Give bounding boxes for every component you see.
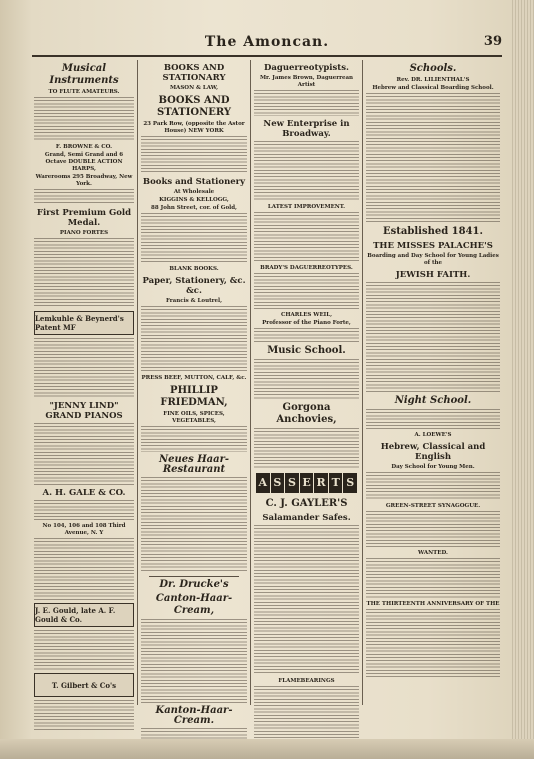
ad-heading: THE MISSES PALACHE'S — [373, 241, 493, 251]
ad-heading: Hebrew and Classical Boarding School. — [372, 85, 494, 91]
ad-heading: PRESS BEEF, MUTTON, CALF, &c. — [141, 375, 247, 381]
column-divider — [250, 60, 251, 705]
ad-heading: PIANO FORTES — [59, 230, 109, 236]
ad-heading: "JENNY LIND" GRAND PIANOS — [45, 401, 123, 421]
ad-heading: Boarding and Day School for Young Ladies of the — [367, 253, 499, 266]
section-heading: Schools. — [409, 63, 457, 74]
ad-heading: FLAMEBEARINGS — [278, 678, 335, 684]
ad-heading: F. BROWNE & CO. — [55, 144, 113, 150]
ad-ornament-box — [34, 311, 134, 335]
ad-heading: Hebrew, Classical and English — [380, 442, 486, 462]
ad-heading: Professor of the Piano Forte, — [262, 320, 351, 326]
ad-heading: Gorgona Anchovies, — [276, 402, 337, 425]
ad-heading: Dr. Drucke's — [159, 579, 229, 590]
ad-heading: Grand, Semi Grand and 6 Octave DOUBLE ACTION HARPS, — [44, 152, 124, 172]
page-edge-right — [512, 0, 534, 759]
ad-heading: CHARLES WEIL, — [280, 312, 333, 318]
ad-text — [366, 511, 500, 547]
ad-text — [254, 90, 359, 116]
ad-text — [254, 686, 359, 746]
ad-text — [254, 428, 359, 468]
ad-heading: FINE OILS, SPICES, VEGETABLES, — [163, 411, 225, 424]
ad-text — [34, 538, 134, 600]
ad-heading: KIGGINS & KELLOGG, — [159, 197, 229, 203]
ad-text — [34, 500, 134, 520]
ad-heading: Established 1841. — [383, 226, 483, 237]
ad-heading: 88 John Street, cor. of Gold, — [151, 205, 237, 211]
ad-heading: T. Gilbert & Co's — [51, 680, 117, 690]
ad-text — [34, 338, 134, 398]
ad-heading: LATEST IMPROVEMENT. — [267, 204, 346, 210]
ad-text — [34, 189, 134, 205]
column-books-stationary — [139, 60, 249, 726]
ad-text — [254, 212, 359, 262]
ad-ornament-box — [34, 603, 134, 627]
ad-text — [366, 93, 500, 223]
ad-text — [34, 97, 134, 141]
section-heading: BOOKS AND STATIONARY — [162, 63, 226, 83]
ad-text — [34, 630, 134, 670]
ad-text — [254, 525, 359, 675]
ad-heading: Neues Haar-Restaurant — [158, 454, 230, 475]
ad-heading: First Premium Gold Medal. — [36, 208, 132, 228]
ad-dark-letters-box — [256, 472, 357, 494]
ad-text — [254, 273, 359, 309]
ad-text — [141, 426, 247, 452]
ad-heading: Music School. — [267, 345, 346, 356]
ad-heading: Warerooms 295 Broadway, New York. — [35, 174, 133, 187]
ad-heading: A. LOEWE'S — [414, 432, 452, 438]
ad-heading: Francis & Loutrel, — [165, 298, 223, 304]
ad-heading: JEWISH FAITH. — [395, 270, 471, 280]
ad-text — [141, 306, 247, 372]
ad-heading: Night School. — [394, 395, 472, 406]
ad-text — [366, 609, 500, 679]
ad-text — [366, 472, 500, 500]
section-heading: Musical Instruments — [49, 63, 119, 86]
ad-text — [254, 359, 359, 399]
ad-text — [254, 141, 359, 201]
ad-heading: C. J. GAYLER'S — [265, 498, 348, 509]
ad-block-letter: S — [285, 473, 299, 493]
ad-text — [366, 282, 500, 392]
ad-heading: Lemkuhle & Beynerd's Patent MF — [35, 314, 124, 332]
ad-ornament-box — [34, 673, 134, 697]
column-schools — [364, 60, 502, 705]
ad-heading: No 104, 106 and 108 Third Avenue, N. Y — [42, 523, 126, 536]
ad-heading: Paper, Stationery, &c. &c. — [142, 276, 246, 296]
column-musical-instruments — [32, 60, 136, 705]
ad-text — [254, 328, 359, 342]
page-edge-bottom — [0, 739, 534, 759]
column-divider — [137, 60, 138, 705]
ad-heading: At Wholesale — [173, 189, 215, 195]
ad-block-letter: S — [271, 473, 285, 493]
ad-heading: Canton-Haar-Cream, — [155, 593, 233, 616]
page-number: 39 — [483, 34, 502, 49]
divider — [149, 576, 239, 577]
ad-heading: Rev. DR. LILIENTHAL'S — [396, 77, 470, 83]
ad-heading: Day School for Young Men. — [391, 464, 475, 470]
ad-text — [141, 213, 247, 263]
ad-heading: BLANK BOOKS. — [169, 266, 219, 272]
column-daguerreotypists — [252, 60, 361, 705]
ad-heading: WANTED. — [418, 550, 448, 556]
ad-text — [34, 700, 134, 730]
ad-text — [366, 558, 500, 598]
ad-heading: Books and Stationery — [142, 177, 246, 187]
masthead-rule — [32, 55, 502, 57]
ad-text — [141, 477, 247, 573]
ad-heading: New Enterprise in Broadway. — [263, 119, 350, 139]
section-heading: Daguerreotypists. — [264, 63, 349, 73]
ad-text — [141, 619, 247, 703]
ad-heading: TO FLUTE AMATEURS. — [48, 89, 120, 95]
ad-heading: BRADY'S DAGUERREOTYPES. — [260, 265, 353, 271]
ad-heading: MASON & LAW, — [169, 85, 219, 91]
ad-heading: Mr. James Brown, Daguerrean Artist — [259, 75, 354, 88]
ad-heading: J. E. Gould, late A. F. Gould & Co. — [35, 606, 116, 624]
ad-heading: PHILLIP FRIEDMAN, — [160, 385, 228, 408]
ad-block-letter: E — [300, 473, 314, 493]
ad-heading: A. H. GALE & CO. — [42, 488, 126, 498]
ad-heading: THE THIRTEENTH ANNIVERSARY OF THE — [366, 601, 500, 607]
masthead-title: The Amoncan. — [204, 34, 330, 50]
ad-block-letter: S — [343, 473, 357, 493]
masthead — [32, 34, 502, 54]
ad-text — [34, 238, 134, 308]
ad-text — [366, 409, 500, 429]
ad-text — [141, 136, 247, 174]
ad-heading: GREEN-STREET SYNAGOGUE. — [385, 503, 481, 509]
ad-block-letter: A — [256, 473, 270, 493]
ad-heading: BOOKS AND STATIONERY — [156, 95, 232, 118]
ad-heading: Kanton-Haar-Cream. — [155, 705, 233, 726]
ad-block-letter: T — [329, 473, 343, 493]
column-divider — [362, 60, 363, 705]
ad-text — [34, 423, 134, 485]
ad-heading: Salamander Safes. — [262, 513, 351, 523]
ad-heading: 23 Park Row, (opposite the Astor House) NEW YORK — [143, 121, 245, 134]
ad-block-letter: R — [314, 473, 328, 493]
